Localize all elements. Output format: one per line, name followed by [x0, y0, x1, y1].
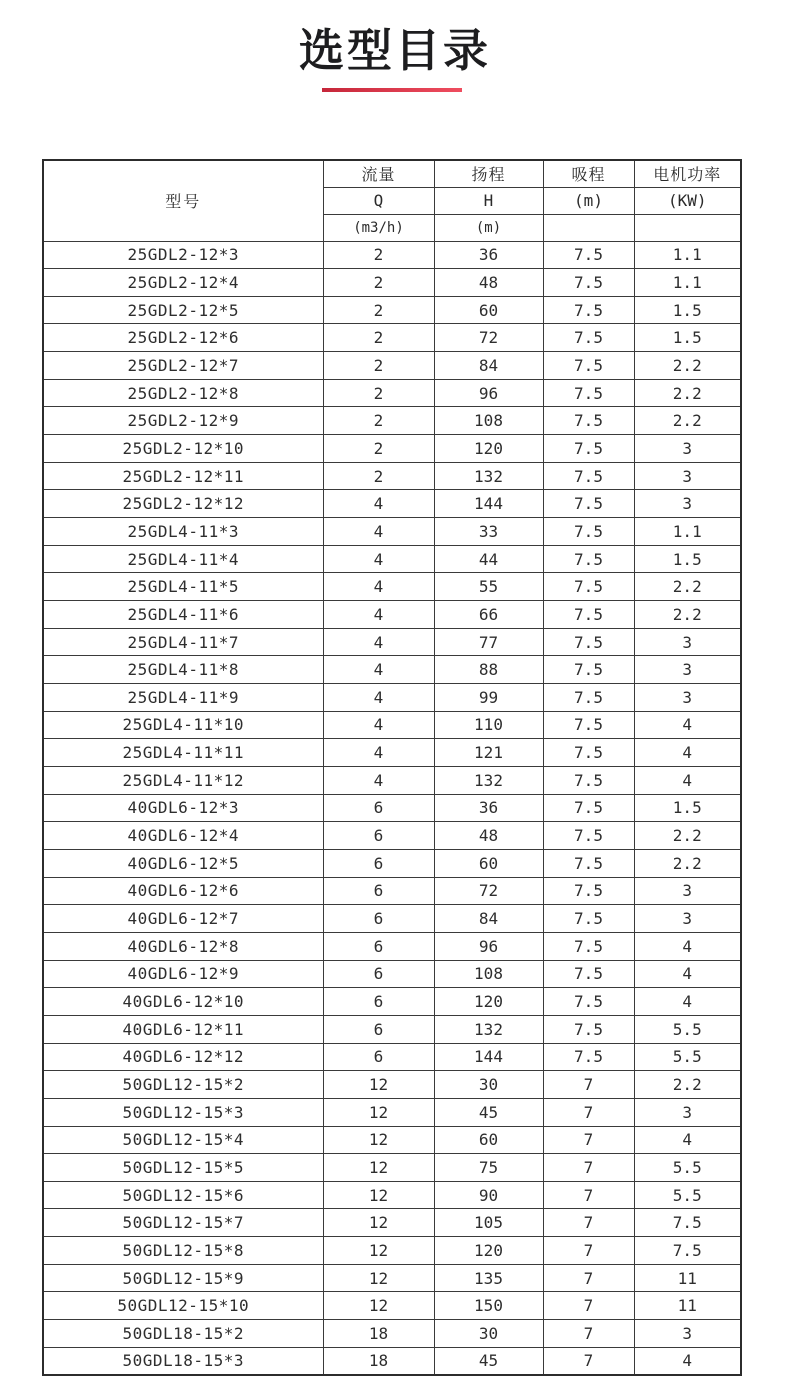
model-cell: 25GDL2-12*10: [43, 435, 323, 463]
value-cell: 7.5: [543, 739, 634, 767]
model-cell: 50GDL12-15*2: [43, 1071, 323, 1099]
value-cell: 7: [543, 1347, 634, 1375]
value-cell: 7.5: [543, 656, 634, 684]
value-cell: 1.5: [634, 545, 741, 573]
value-cell: 7.5: [543, 379, 634, 407]
value-cell: 7.5: [543, 462, 634, 490]
model-cell: 40GDL6-12*12: [43, 1043, 323, 1071]
value-cell: 7.5: [543, 296, 634, 324]
value-cell: 4: [323, 711, 434, 739]
value-cell: 96: [434, 932, 543, 960]
value-cell: 2.2: [634, 379, 741, 407]
value-cell: 7.5: [543, 241, 634, 269]
value-cell: 7.5: [543, 1015, 634, 1043]
header-flow-unit: (m3/h): [323, 214, 434, 241]
model-cell: 50GDL12-15*7: [43, 1209, 323, 1237]
value-cell: 12: [323, 1237, 434, 1265]
table-row: [43, 1098, 741, 1126]
value-cell: 66: [434, 601, 543, 629]
value-cell: 3: [634, 656, 741, 684]
table-row: [43, 324, 741, 352]
table-row: [43, 545, 741, 573]
value-cell: 48: [434, 269, 543, 297]
model-cell: 40GDL6-12*11: [43, 1015, 323, 1043]
value-cell: 7.5: [543, 601, 634, 629]
value-cell: 12: [323, 1071, 434, 1099]
value-cell: 4: [323, 545, 434, 573]
model-cell: 25GDL4-11*8: [43, 656, 323, 684]
model-cell: 25GDL4-11*3: [43, 518, 323, 546]
value-cell: 60: [434, 1126, 543, 1154]
value-cell: 7.5: [543, 545, 634, 573]
value-cell: 5.5: [634, 1043, 741, 1071]
model-cell: 40GDL6-12*4: [43, 822, 323, 850]
value-cell: 4: [634, 739, 741, 767]
value-cell: 7.5: [543, 794, 634, 822]
model-cell: 25GDL4-11*10: [43, 711, 323, 739]
value-cell: 5.5: [634, 1015, 741, 1043]
table-row: [43, 1292, 741, 1320]
value-cell: 4: [323, 656, 434, 684]
model-cell: 50GDL12-15*4: [43, 1126, 323, 1154]
value-cell: 88: [434, 656, 543, 684]
value-cell: 2.2: [634, 1071, 741, 1099]
value-cell: 12: [323, 1292, 434, 1320]
value-cell: 45: [434, 1098, 543, 1126]
value-cell: 2: [323, 269, 434, 297]
page-title: 选型目录: [298, 24, 491, 77]
value-cell: 6: [323, 988, 434, 1016]
value-cell: 12: [323, 1154, 434, 1182]
value-cell: 3: [634, 905, 741, 933]
value-cell: 6: [323, 794, 434, 822]
table-row: [43, 241, 741, 269]
table-row: [43, 905, 741, 933]
header-head: 扬程: [434, 160, 543, 187]
value-cell: 7.5: [543, 822, 634, 850]
model-cell: 40GDL6-12*10: [43, 988, 323, 1016]
table-row: [43, 739, 741, 767]
value-cell: 6: [323, 932, 434, 960]
value-cell: 7.5: [543, 628, 634, 656]
value-cell: 7.5: [543, 849, 634, 877]
value-cell: 60: [434, 849, 543, 877]
table-row: [43, 988, 741, 1016]
value-cell: 75: [434, 1154, 543, 1182]
value-cell: 2.2: [634, 822, 741, 850]
value-cell: 7: [543, 1264, 634, 1292]
value-cell: 6: [323, 905, 434, 933]
model-cell: 25GDL2-12*7: [43, 352, 323, 380]
header-head-symbol: H: [434, 187, 543, 214]
model-cell: 50GDL18-15*2: [43, 1320, 323, 1348]
value-cell: 7: [543, 1292, 634, 1320]
header-motor-power: 电机功率: [634, 160, 741, 187]
value-cell: 7.5: [543, 490, 634, 518]
value-cell: 2.2: [634, 573, 741, 601]
value-cell: 4: [634, 766, 741, 794]
value-cell: 2: [323, 379, 434, 407]
model-cell: 40GDL6-12*6: [43, 877, 323, 905]
value-cell: 108: [434, 960, 543, 988]
table-row: [43, 601, 741, 629]
value-cell: 120: [434, 435, 543, 463]
value-cell: 6: [323, 822, 434, 850]
value-cell: 3: [634, 435, 741, 463]
table-row: [43, 877, 741, 905]
table-row: [43, 1264, 741, 1292]
table-row: [43, 656, 741, 684]
value-cell: 7: [543, 1071, 634, 1099]
model-cell: 25GDL2-12*6: [43, 324, 323, 352]
value-cell: 3: [634, 490, 741, 518]
value-cell: 2: [323, 407, 434, 435]
value-cell: 90: [434, 1181, 543, 1209]
value-cell: 7.5: [543, 352, 634, 380]
model-cell: 50GDL12-15*10: [43, 1292, 323, 1320]
selection-catalog-table: [42, 159, 742, 1376]
value-cell: 132: [434, 766, 543, 794]
value-cell: 4: [634, 932, 741, 960]
model-cell: 40GDL6-12*3: [43, 794, 323, 822]
value-cell: 2.2: [634, 601, 741, 629]
model-cell: 25GDL2-12*11: [43, 462, 323, 490]
value-cell: 4: [323, 628, 434, 656]
value-cell: 77: [434, 628, 543, 656]
value-cell: 7: [543, 1209, 634, 1237]
value-cell: 11: [634, 1264, 741, 1292]
value-cell: 45: [434, 1347, 543, 1375]
value-cell: 84: [434, 905, 543, 933]
header-head-unit: (m): [434, 214, 543, 241]
model-cell: 40GDL6-12*5: [43, 849, 323, 877]
header-model: 型号: [43, 160, 323, 241]
value-cell: 96: [434, 379, 543, 407]
value-cell: 4: [634, 988, 741, 1016]
value-cell: 99: [434, 684, 543, 712]
table-row: [43, 794, 741, 822]
value-cell: 18: [323, 1347, 434, 1375]
model-cell: 40GDL6-12*9: [43, 960, 323, 988]
value-cell: 2: [323, 435, 434, 463]
value-cell: 7.5: [634, 1209, 741, 1237]
table-row: [43, 711, 741, 739]
value-cell: 4: [323, 518, 434, 546]
value-cell: 108: [434, 407, 543, 435]
value-cell: 4: [323, 766, 434, 794]
value-cell: 1.5: [634, 794, 741, 822]
value-cell: 7: [543, 1098, 634, 1126]
value-cell: 12: [323, 1098, 434, 1126]
value-cell: 18: [323, 1320, 434, 1348]
table-row: [43, 490, 741, 518]
value-cell: 12: [323, 1126, 434, 1154]
value-cell: 4: [323, 601, 434, 629]
value-cell: 4: [323, 490, 434, 518]
value-cell: 4: [323, 684, 434, 712]
value-cell: 7.5: [543, 932, 634, 960]
table-row: [43, 849, 741, 877]
model-cell: 25GDL4-11*11: [43, 739, 323, 767]
value-cell: 44: [434, 545, 543, 573]
table-row: [43, 573, 741, 601]
value-cell: 33: [434, 518, 543, 546]
value-cell: 3: [634, 1320, 741, 1348]
table-row: [43, 822, 741, 850]
value-cell: 84: [434, 352, 543, 380]
value-cell: 6: [323, 960, 434, 988]
value-cell: 7.5: [543, 518, 634, 546]
value-cell: 7.5: [543, 435, 634, 463]
value-cell: 105: [434, 1209, 543, 1237]
table-row: [43, 379, 741, 407]
value-cell: 7: [543, 1237, 634, 1265]
value-cell: 7.5: [543, 711, 634, 739]
value-cell: 30: [434, 1320, 543, 1348]
table-row: [43, 518, 741, 546]
header-suction-blank: [543, 214, 634, 241]
model-cell: 40GDL6-12*7: [43, 905, 323, 933]
value-cell: 121: [434, 739, 543, 767]
value-cell: 7: [543, 1320, 634, 1348]
table-row: [43, 462, 741, 490]
model-cell: 50GDL18-15*3: [43, 1347, 323, 1375]
value-cell: 132: [434, 462, 543, 490]
model-cell: 40GDL6-12*8: [43, 932, 323, 960]
table-row: [43, 1237, 741, 1265]
value-cell: 6: [323, 1043, 434, 1071]
value-cell: 144: [434, 1043, 543, 1071]
value-cell: 110: [434, 711, 543, 739]
table-row: [43, 1320, 741, 1348]
value-cell: 6: [323, 877, 434, 905]
value-cell: 55: [434, 573, 543, 601]
value-cell: 4: [323, 739, 434, 767]
value-cell: 5.5: [634, 1154, 741, 1182]
table-row: [43, 766, 741, 794]
table-row: [43, 296, 741, 324]
model-cell: 25GDL2-12*8: [43, 379, 323, 407]
value-cell: 7.5: [543, 988, 634, 1016]
value-cell: 144: [434, 490, 543, 518]
value-cell: 12: [323, 1264, 434, 1292]
header-flow: 流量: [323, 160, 434, 187]
table-row: [43, 407, 741, 435]
table-row: [43, 1015, 741, 1043]
table-row: [43, 269, 741, 297]
value-cell: 7.5: [543, 573, 634, 601]
model-cell: 25GDL4-11*6: [43, 601, 323, 629]
value-cell: 3: [634, 462, 741, 490]
value-cell: 7.5: [543, 324, 634, 352]
header-motor-power-blank: [634, 214, 741, 241]
model-cell: 25GDL2-12*4: [43, 269, 323, 297]
model-cell: 25GDL2-12*12: [43, 490, 323, 518]
value-cell: 1.5: [634, 324, 741, 352]
model-cell: 50GDL12-15*9: [43, 1264, 323, 1292]
value-cell: 11: [634, 1292, 741, 1320]
value-cell: 120: [434, 1237, 543, 1265]
value-cell: 2: [323, 296, 434, 324]
value-cell: 7.5: [543, 1043, 634, 1071]
value-cell: 1.5: [634, 296, 741, 324]
value-cell: 4: [323, 573, 434, 601]
model-cell: 25GDL4-11*4: [43, 545, 323, 573]
value-cell: 5.5: [634, 1181, 741, 1209]
model-cell: 25GDL4-11*5: [43, 573, 323, 601]
value-cell: 3: [634, 1098, 741, 1126]
value-cell: 2: [323, 462, 434, 490]
table-row: [43, 352, 741, 380]
table-row: [43, 1126, 741, 1154]
value-cell: 7.5: [543, 766, 634, 794]
model-cell: 50GDL12-15*3: [43, 1098, 323, 1126]
value-cell: 72: [434, 324, 543, 352]
model-cell: 50GDL12-15*5: [43, 1154, 323, 1182]
model-cell: 50GDL12-15*8: [43, 1237, 323, 1265]
value-cell: 1.1: [634, 241, 741, 269]
value-cell: 7: [543, 1154, 634, 1182]
value-cell: 4: [634, 960, 741, 988]
value-cell: 3: [634, 684, 741, 712]
table-row: [43, 1043, 741, 1071]
header-motor-power-unit: (KW): [634, 187, 741, 214]
value-cell: 12: [323, 1181, 434, 1209]
table-row: [43, 1071, 741, 1099]
value-cell: 132: [434, 1015, 543, 1043]
value-cell: 7.5: [543, 960, 634, 988]
value-cell: 7.5: [543, 407, 634, 435]
value-cell: 72: [434, 877, 543, 905]
value-cell: 120: [434, 988, 543, 1016]
header-row-1: [43, 160, 741, 187]
table-body: [43, 241, 741, 1375]
value-cell: 2: [323, 324, 434, 352]
table-row: [43, 960, 741, 988]
value-cell: 7.5: [543, 684, 634, 712]
value-cell: 150: [434, 1292, 543, 1320]
value-cell: 3: [634, 877, 741, 905]
table-row: [43, 435, 741, 463]
value-cell: 7.5: [543, 905, 634, 933]
table-row: [43, 628, 741, 656]
value-cell: 135: [434, 1264, 543, 1292]
model-cell: 25GDL4-11*7: [43, 628, 323, 656]
header-suction-unit: (m): [543, 187, 634, 214]
value-cell: 60: [434, 296, 543, 324]
value-cell: 6: [323, 1015, 434, 1043]
value-cell: 2: [323, 352, 434, 380]
model-cell: 25GDL4-11*12: [43, 766, 323, 794]
table-row: [43, 932, 741, 960]
value-cell: 2.2: [634, 849, 741, 877]
title-underline: [322, 88, 462, 92]
table-row: [43, 1209, 741, 1237]
model-cell: 25GDL2-12*5: [43, 296, 323, 324]
value-cell: 6: [323, 849, 434, 877]
value-cell: 3: [634, 628, 741, 656]
value-cell: 7.5: [543, 269, 634, 297]
table-row: [43, 1181, 741, 1209]
table-row: [43, 684, 741, 712]
value-cell: 36: [434, 241, 543, 269]
model-cell: 50GDL12-15*6: [43, 1181, 323, 1209]
value-cell: 7: [543, 1181, 634, 1209]
model-cell: 25GDL4-11*9: [43, 684, 323, 712]
value-cell: 30: [434, 1071, 543, 1099]
value-cell: 1.1: [634, 269, 741, 297]
value-cell: 48: [434, 822, 543, 850]
value-cell: 12: [323, 1209, 434, 1237]
value-cell: 4: [634, 711, 741, 739]
header-suction: 吸程: [543, 160, 634, 187]
value-cell: 2.2: [634, 352, 741, 380]
value-cell: 2.2: [634, 407, 741, 435]
table-row: [43, 1347, 741, 1375]
value-cell: 4: [634, 1347, 741, 1375]
value-cell: 1.1: [634, 518, 741, 546]
value-cell: 7.5: [543, 877, 634, 905]
model-cell: 25GDL2-12*9: [43, 407, 323, 435]
header-flow-symbol: Q: [323, 187, 434, 214]
value-cell: 36: [434, 794, 543, 822]
value-cell: 7.5: [634, 1237, 741, 1265]
value-cell: 7: [543, 1126, 634, 1154]
table-header: [43, 160, 741, 241]
table-row: [43, 1154, 741, 1182]
model-cell: 25GDL2-12*3: [43, 241, 323, 269]
value-cell: 4: [634, 1126, 741, 1154]
value-cell: 2: [323, 241, 434, 269]
